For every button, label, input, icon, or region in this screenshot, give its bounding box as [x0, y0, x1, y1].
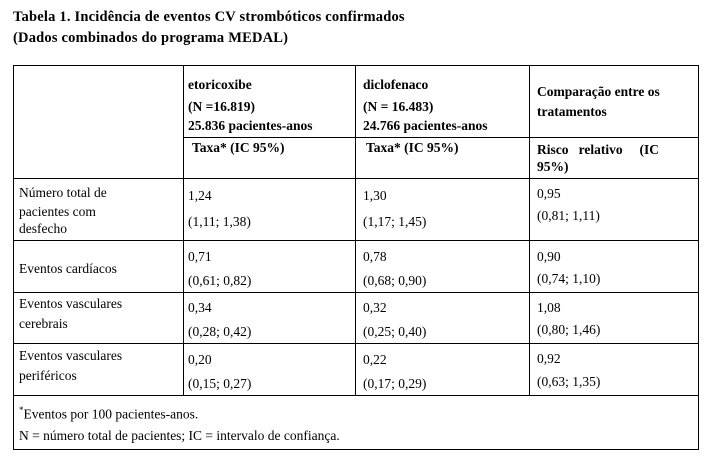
cell-diclofenaco-rate: 1,30	[363, 188, 387, 203]
cell-diclofenaco-ci: (1,17; 1,45)	[363, 214, 427, 229]
cell-risk-ratio: 0,92	[537, 351, 561, 366]
table-rule-row3	[13, 343, 699, 344]
table-rule-row4	[13, 395, 699, 396]
table-rule-col3	[529, 65, 530, 396]
header-risk-ratio-line2: 95%)	[537, 159, 569, 174]
header-diclofenaco: diclofenaco	[363, 77, 429, 92]
header-etoricoxibe: etoricoxibe	[188, 77, 252, 92]
row-label-peripheral-line2: periféricos	[19, 368, 77, 383]
header-comparison-line2: tratamentos	[537, 104, 607, 119]
table-rule-col2	[355, 65, 356, 396]
table-rule-subheader	[183, 137, 699, 138]
table-rule-bottom	[13, 449, 699, 450]
cell-risk-ratio: 1,08	[537, 300, 561, 315]
table-title-line1: Tabela 1. Incidência de eventos CV strombóticos confirmados	[13, 9, 405, 25]
footnote-text: Eventos por 100 pacientes-anos.	[23, 406, 199, 422]
table-rule-right	[698, 65, 699, 450]
row-label-total-line1: Número total de	[19, 185, 107, 200]
cell-diclofenaco-rate: 0,78	[363, 249, 387, 264]
table-rule-row1	[13, 240, 699, 241]
row-label-cerebral-line1: Eventos vasculares	[19, 296, 123, 311]
header-comparison-line1: Comparação entre os	[537, 84, 660, 99]
cell-etoricoxibe-rate: 0,34	[188, 300, 212, 315]
row-label-cardiac: Eventos cardíacos	[19, 261, 117, 276]
header-etoricoxibe-patient-years: 25.836 pacientes-anos	[188, 118, 313, 133]
header-diclofenaco-patient-years: 24.766 pacientes-anos	[363, 118, 488, 133]
cell-etoricoxibe-ci: (0,15; 0,27)	[188, 376, 252, 391]
cell-diclofenaco-ci: (0,68; 0,90)	[363, 273, 427, 288]
header-risk-ratio-line1: Risco relativo (IC	[537, 142, 659, 157]
cell-etoricoxibe-rate: 1,24	[188, 188, 212, 203]
row-label-total-line3: desfecho	[19, 221, 67, 236]
cell-etoricoxibe-ci: (0,61; 0,82)	[188, 273, 252, 288]
cell-diclofenaco-rate: 0,22	[363, 352, 387, 367]
cell-risk-ratio: 0,95	[537, 186, 561, 201]
cell-diclofenaco-ci: (0,25; 0,40)	[363, 324, 427, 339]
cell-risk-ratio: 0,90	[537, 249, 561, 264]
table-rule-header-bottom	[13, 178, 699, 179]
footnote-line2: N = número total de pacientes; IC = intervalo de confiança.	[19, 428, 340, 443]
footnote-marker: *	[19, 405, 24, 415]
table-title-line2: (Dados combinados do programa MEDAL)	[13, 30, 289, 46]
cell-etoricoxibe-ci: (0,28; 0,42)	[188, 324, 252, 339]
header-diclofenaco-rate: Taxa* (IC 95%)	[366, 140, 459, 155]
cell-etoricoxibe-rate: 0,20	[188, 352, 212, 367]
row-label-cerebral-line2: cerebrais	[19, 316, 68, 331]
table-rule-row2	[13, 292, 699, 293]
cell-risk-ratio-ci: (0,81; 1,11)	[537, 208, 600, 223]
row-label-total-line2: pacientes com	[19, 204, 96, 219]
header-etoricoxibe-rate: Taxa* (IC 95%)	[192, 140, 285, 155]
cell-diclofenaco-ci: (0,17; 0,29)	[363, 376, 427, 391]
cell-diclofenaco-rate: 0,32	[363, 300, 387, 315]
cell-risk-ratio-ci: (0,63; 1,35)	[537, 374, 601, 389]
table-title	[13, 7, 405, 49]
table-rule-col1	[183, 65, 184, 396]
cell-risk-ratio-ci: (0,74; 1,10)	[537, 271, 601, 286]
footnote-line1	[19, 402, 198, 423]
table-rule-top	[13, 65, 699, 66]
header-etoricoxibe-n: (N =16.819)	[188, 99, 255, 114]
row-label-peripheral-line1: Eventos vasculares	[19, 348, 123, 363]
cell-etoricoxibe-rate: 0,71	[188, 249, 212, 264]
cell-etoricoxibe-ci: (1,11; 1,38)	[188, 214, 251, 229]
header-diclofenaco-n: (N = 16.483)	[363, 99, 434, 114]
cell-risk-ratio-ci: (0,80; 1,46)	[537, 322, 601, 337]
table-rule-left	[13, 65, 14, 450]
data-table	[13, 65, 699, 450]
